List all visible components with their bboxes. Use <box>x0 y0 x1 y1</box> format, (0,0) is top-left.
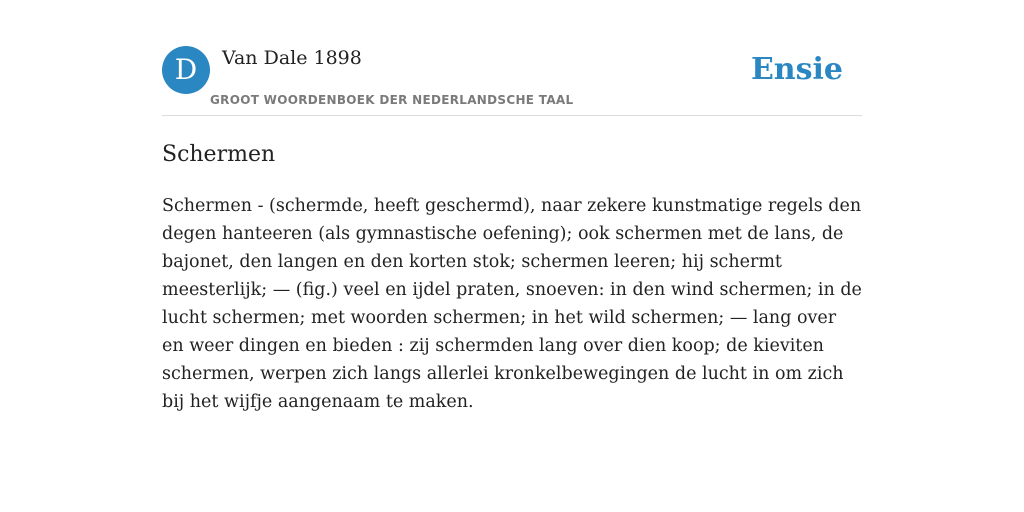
source-avatar[interactable]: D <box>162 46 210 94</box>
ensie-logo-link[interactable]: Ensie <box>750 52 843 87</box>
entry-definition: Schermen - (schermde, heeft geschermd), naar zekere kunstmatige regels den degen hanteeren (als gymnastische oefening); ook schermen met de lans, de bajonet, den langen en den korten stok; schermen leeren; hij schermt meesterlijk; — (fig.) veel en ijdel praten, snoeven: in den wind schermen; in de lucht schermen; met woorden schermen; in het wild schermen; — lang over en weer dingen en bieden : zij schermden lang over dien koop; de kieviten schermen, werpen zich langs allerlei kronkelbewegingen de lucht in om zich bij het wijfje aangenaam te maken. <box>162 196 862 412</box>
source-subtitle: GROOT WOORDENBOEK DER NEDERLANDSCHE TAAL <box>210 93 574 107</box>
source-title-link[interactable]: Van Dale 1898 <box>222 47 362 69</box>
source-header <box>162 46 862 116</box>
entry-term: Schermen <box>162 142 276 167</box>
